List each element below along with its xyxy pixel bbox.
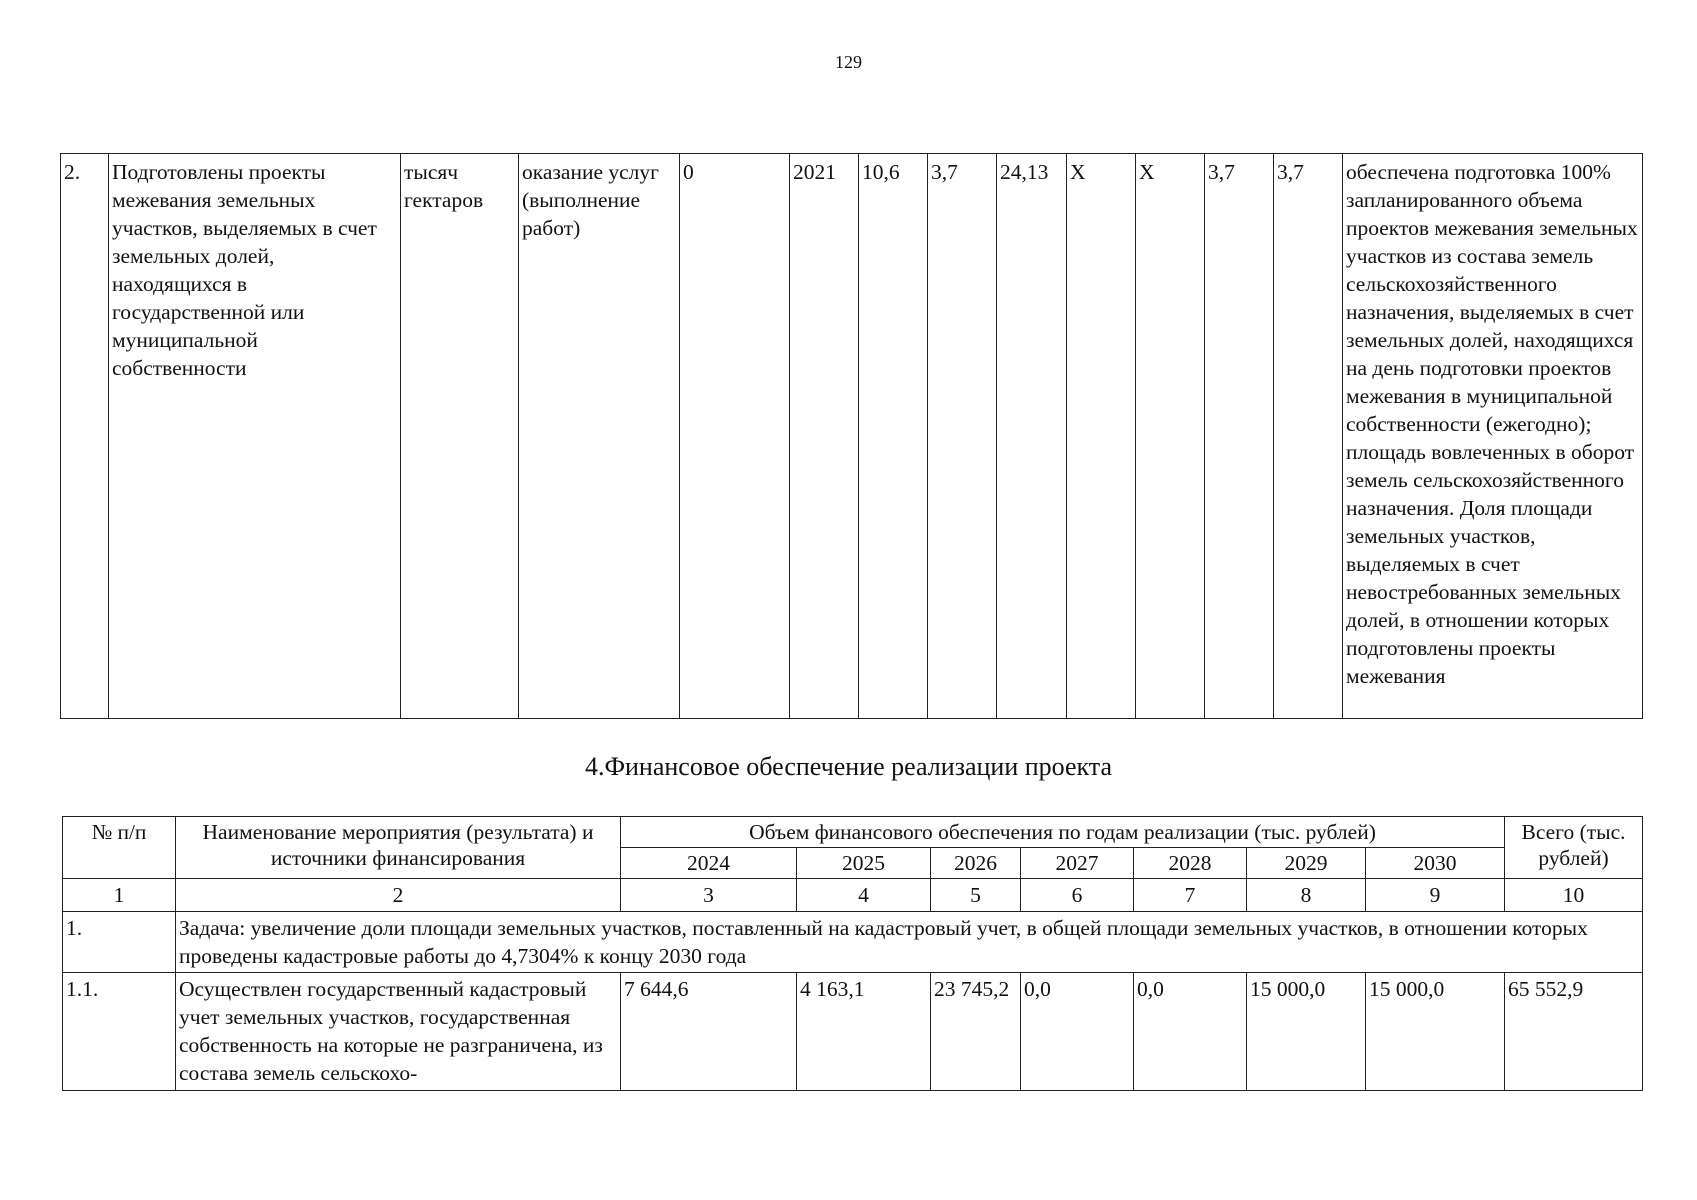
value-2026: 23 745,2 bbox=[931, 973, 1021, 1091]
column-number: 6 bbox=[1021, 879, 1134, 912]
unit-of-measure: тысяч гектаров bbox=[401, 154, 519, 719]
table-cell: 3,7 bbox=[1205, 154, 1274, 719]
table-cell: 3,7 bbox=[928, 154, 997, 719]
table-cell: 10,6 bbox=[859, 154, 928, 719]
column-number: 8 bbox=[1247, 879, 1366, 912]
table-row bbox=[61, 154, 1643, 719]
page-number: 129 bbox=[835, 52, 862, 72]
column-number: 7 bbox=[1134, 879, 1247, 912]
header-year: 2030 bbox=[1366, 848, 1505, 879]
table-cell: 2021 bbox=[790, 154, 859, 719]
task-number: 1. bbox=[63, 912, 176, 973]
header-volume: Объем финансового обеспечения по годам реализации (тыс. рублей) bbox=[621, 817, 1505, 848]
table-cell: 3,7 bbox=[1274, 154, 1343, 719]
column-number: 10 bbox=[1505, 879, 1643, 912]
finance-table bbox=[62, 816, 1643, 1091]
table-row bbox=[63, 973, 1643, 1091]
header-year: 2026 bbox=[931, 848, 1021, 879]
column-number: 5 bbox=[931, 879, 1021, 912]
column-number: 2 bbox=[176, 879, 621, 912]
task-text: Задача: увеличение доли площади земельных участков, поставленный на кадастровый учет, в общей площади земельных участков, в отношении которых проведены кадастровые работы до 4,7304% к концу 2030 года bbox=[176, 912, 1643, 973]
column-number: 1 bbox=[63, 879, 176, 912]
column-number: 9 bbox=[1366, 879, 1505, 912]
header-name: Наименование мероприятия (результата) и источники финансирования bbox=[176, 817, 621, 879]
table-cell: X bbox=[1067, 154, 1136, 719]
result-description: обеспечена подготовка 100% запланированного объема проектов межевания земельных участков из состава земель сельскохозяйственного назначения, выделяемых в счет земельных долей, находящихся на день подготовки проектов межевания в муниципальной собственности (ежегодно); площадь вовлеченных в оборот земель сельскохозяйственного назначения. Доля площади земельных участков, выделяемых в счет невостребованных земельных долей, в отношении которых подготовлены проекты межевания bbox=[1343, 154, 1643, 719]
header-year: 2028 bbox=[1134, 848, 1247, 879]
value-2028: 0,0 bbox=[1134, 973, 1247, 1091]
section-title: 4.Финансовое обеспечение реализации проекта bbox=[584, 752, 1113, 781]
column-number: 3 bbox=[621, 879, 797, 912]
table-cell: X bbox=[1136, 154, 1205, 719]
column-number: 4 bbox=[797, 879, 931, 912]
header-year: 2025 bbox=[797, 848, 931, 879]
row-number: 1.1. bbox=[63, 973, 176, 1091]
value-2030: 15 000,0 bbox=[1366, 973, 1505, 1091]
task-row bbox=[63, 912, 1643, 973]
result-name: Подготовлены проекты межевания земельных участков, выделяемых в счет земельных долей, находящихся в государственной или муниципальной собственности bbox=[109, 154, 401, 719]
value-2025: 4 163,1 bbox=[797, 973, 931, 1091]
row-number: 2. bbox=[61, 154, 109, 719]
result-table bbox=[60, 153, 1643, 719]
header-year: 2024 bbox=[621, 848, 797, 879]
header-year: 2029 bbox=[1247, 848, 1366, 879]
activity-name: Осуществлен государственный кадастровый учет земельных участков, государственная собственность на которые не разграничена, из состава земель сельскохо- bbox=[176, 973, 621, 1091]
header-row bbox=[63, 817, 1643, 848]
header-total: Всего (тыс. рублей) bbox=[1505, 817, 1643, 879]
result-type: оказание услуг (выполнение работ) bbox=[519, 154, 680, 719]
value-2029: 15 000,0 bbox=[1247, 973, 1366, 1091]
value-2027: 0,0 bbox=[1021, 973, 1134, 1091]
header-num: № п/п bbox=[63, 817, 176, 879]
table-cell: 24,13 bbox=[997, 154, 1067, 719]
column-numbers-row bbox=[63, 879, 1643, 912]
value-total: 65 552,9 bbox=[1505, 973, 1643, 1091]
table-cell: 0 bbox=[680, 154, 790, 719]
value-2024: 7 644,6 bbox=[621, 973, 797, 1091]
header-year: 2027 bbox=[1021, 848, 1134, 879]
